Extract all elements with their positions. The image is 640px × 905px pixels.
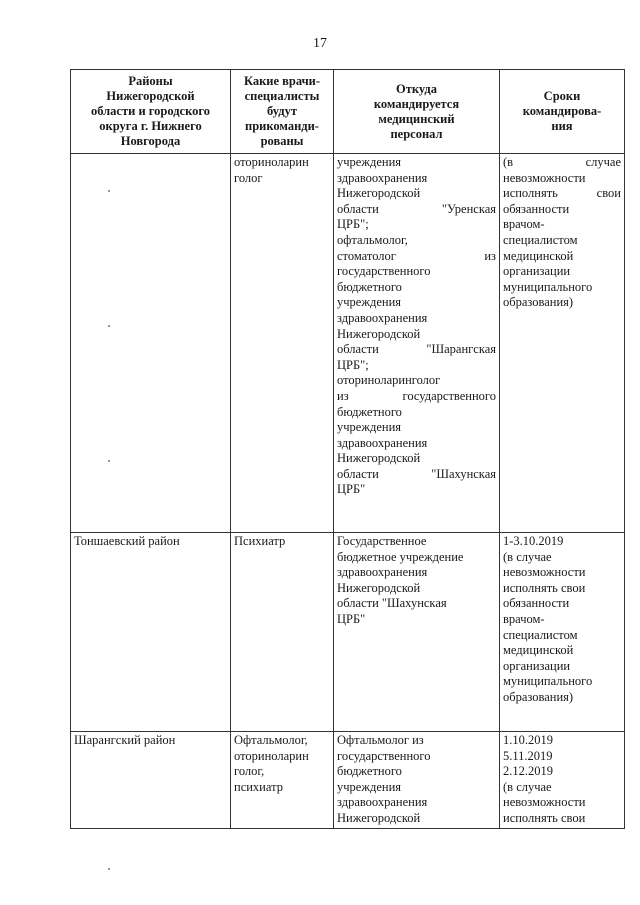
cell-line: образования) bbox=[503, 295, 574, 310]
cell-line: государственного bbox=[337, 264, 431, 279]
cell-line: бюджетного bbox=[337, 279, 402, 294]
cell-line: оториноларин bbox=[234, 748, 309, 763]
cell-origin bbox=[334, 533, 500, 732]
header-line: ния bbox=[551, 119, 573, 133]
cell-line: здравоохранения bbox=[337, 170, 428, 185]
page-number: 17 bbox=[313, 36, 327, 51]
cell-line: (в случае bbox=[503, 549, 552, 564]
cell-line: невозможности bbox=[503, 170, 586, 185]
cell-line: обязанности bbox=[503, 201, 570, 216]
cell-line: здравоохранения bbox=[337, 435, 428, 450]
cell-line: области "Уренская bbox=[337, 201, 496, 216]
cell-terms bbox=[500, 732, 625, 829]
header-line: командируется bbox=[373, 96, 460, 111]
cell-line: организации bbox=[503, 658, 571, 673]
cell-line: бюджетного bbox=[337, 404, 402, 419]
cell-district bbox=[71, 533, 231, 732]
cell-origin bbox=[334, 154, 500, 533]
header-line: Сроки bbox=[543, 89, 581, 103]
cell-line: исполнять свои bbox=[503, 186, 621, 201]
cell-district bbox=[71, 154, 231, 533]
cell-line: (в случае bbox=[503, 779, 552, 794]
cell-line: оториноларин bbox=[234, 155, 309, 169]
cell-line: муниципального bbox=[503, 279, 593, 294]
cell-line: Нижегородской bbox=[337, 810, 421, 825]
cell-line: исполнять свои bbox=[503, 810, 586, 825]
cell-line: голог, bbox=[234, 764, 265, 779]
header-line: Нижегородской bbox=[106, 89, 195, 103]
cell-specialists bbox=[231, 533, 334, 732]
cell-line: специалистом bbox=[503, 627, 578, 642]
cell-line: организации bbox=[503, 264, 571, 279]
header-line: прикоманди- bbox=[245, 119, 319, 133]
header-line: медицинский bbox=[378, 111, 455, 126]
cell-line: медицинской bbox=[503, 248, 574, 263]
cell-line: оториноларинголог bbox=[337, 373, 441, 388]
header-line: Районы bbox=[128, 74, 173, 88]
cell-line: области "Шарангская bbox=[337, 342, 496, 357]
header-line: специалисты bbox=[244, 89, 320, 103]
header-line: будут bbox=[267, 104, 297, 118]
cell-specialists bbox=[231, 732, 334, 829]
cell-line: учреждения bbox=[337, 779, 402, 794]
cell-district bbox=[71, 732, 231, 829]
header-terms bbox=[500, 70, 625, 154]
cell-line: 2.12.2019 bbox=[503, 764, 553, 779]
cell-line: офтальмолог, bbox=[337, 232, 408, 247]
cell-line: 1-3.10.2019 bbox=[503, 534, 564, 548]
cell-line: бюджетное учреждение bbox=[337, 549, 464, 564]
cell-line: области "Шахунская bbox=[337, 596, 447, 611]
header-districts bbox=[71, 70, 231, 154]
scan-speck bbox=[108, 325, 110, 327]
scan-speck bbox=[108, 460, 110, 462]
cell-line: учреждения bbox=[337, 295, 402, 310]
cell-line: государственного bbox=[337, 748, 431, 763]
scan-speck bbox=[108, 190, 110, 192]
cell-specialists bbox=[231, 154, 334, 533]
table-header-row bbox=[71, 70, 625, 154]
header-origin bbox=[334, 70, 500, 154]
cell-line: учреждения bbox=[337, 155, 402, 169]
cell-line: специалистом bbox=[503, 232, 578, 247]
cell-line: Нижегородской bbox=[337, 580, 421, 595]
assignment-table bbox=[70, 69, 625, 829]
cell-line: ЦРБ" bbox=[337, 482, 366, 497]
cell-line: Нижегородской bbox=[337, 186, 421, 201]
cell-line: 5.11.2019 bbox=[503, 748, 553, 763]
cell-line: бюджетного bbox=[337, 764, 402, 779]
cell-origin bbox=[334, 732, 500, 829]
header-line: Какие врачи- bbox=[243, 74, 321, 88]
cell-line: исполнять свои bbox=[503, 580, 586, 595]
cell-line: Офтальмолог из bbox=[337, 733, 424, 747]
cell-line: образования) bbox=[503, 689, 574, 704]
header-line: рованы bbox=[260, 134, 304, 148]
cell-line: 1.10.2019 bbox=[503, 733, 553, 747]
header-specialists bbox=[231, 70, 334, 154]
header-line: Новгорода bbox=[120, 134, 181, 148]
header-line: Откуда bbox=[396, 81, 437, 96]
table-row bbox=[71, 154, 625, 533]
cell-line: здравоохранения bbox=[337, 565, 428, 580]
cell-line: невозможности bbox=[503, 565, 586, 580]
cell-line: (в случае bbox=[503, 155, 621, 169]
header-line: округа г. Нижнего bbox=[99, 119, 202, 133]
cell-line: голог bbox=[234, 170, 263, 185]
cell-line: невозможности bbox=[503, 795, 586, 810]
cell-terms bbox=[500, 154, 625, 533]
cell-line: здравоохранения bbox=[337, 795, 428, 810]
cell-line: Тоншаевский район bbox=[74, 534, 180, 548]
cell-line: здравоохранения bbox=[337, 310, 428, 325]
cell-line: из государственного bbox=[337, 388, 496, 403]
cell-line: Нижегородской bbox=[337, 326, 421, 341]
table-row bbox=[71, 533, 625, 732]
cell-line: ЦРБ"; bbox=[337, 217, 369, 232]
cell-line: ЦРБ" bbox=[337, 611, 366, 626]
cell-line: Нижегородской bbox=[337, 451, 421, 466]
cell-line: медицинской bbox=[503, 643, 574, 658]
cell-line: Офтальмолог, bbox=[234, 733, 308, 747]
header-line: области и городского bbox=[90, 104, 211, 118]
cell-line: психиатр bbox=[234, 779, 283, 794]
header-line: персонал bbox=[390, 126, 443, 141]
cell-line: врачом- bbox=[503, 217, 545, 232]
cell-line: муниципального bbox=[503, 674, 593, 689]
cell-line: врачом- bbox=[503, 611, 545, 626]
cell-terms bbox=[500, 533, 625, 732]
cell-line: Государственное bbox=[337, 534, 427, 548]
table-row bbox=[71, 732, 625, 829]
scan-speck bbox=[108, 868, 110, 870]
cell-line: обязанности bbox=[503, 596, 570, 611]
cell-line: учреждения bbox=[337, 420, 402, 435]
cell-line: Шарангский район bbox=[74, 733, 176, 747]
header-line: командирова- bbox=[522, 104, 602, 118]
cell-line: ЦРБ"; bbox=[337, 357, 369, 372]
cell-line: Психиатр bbox=[234, 534, 286, 548]
cell-line: области "Шахунская bbox=[337, 466, 496, 481]
cell-line: стоматолог из bbox=[337, 248, 496, 263]
